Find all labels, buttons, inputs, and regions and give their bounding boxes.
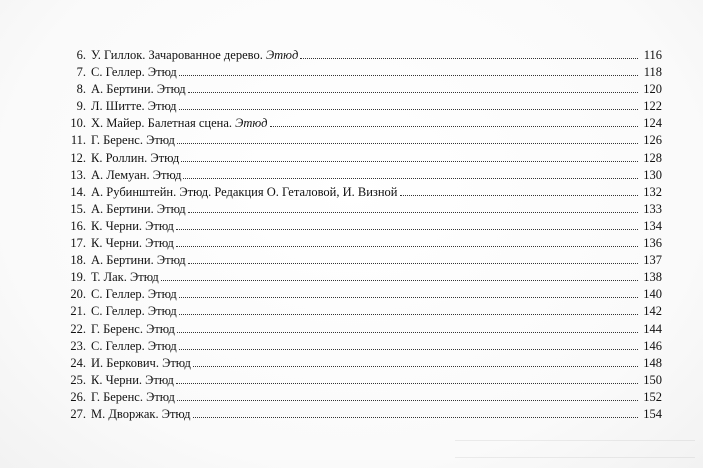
toc-entry (62, 201, 662, 218)
table-of-contents (62, 47, 662, 423)
dot-leader (176, 245, 638, 247)
entry-page-number: 128 (643, 150, 662, 165)
entry-title: А. Рубинштейн. Этюд. Редакция О. Геталовой, И. Визной (91, 184, 398, 199)
entry-title: А. Лемуан. Этюд (91, 167, 182, 182)
toc-entry (62, 167, 662, 184)
toc-entry (62, 47, 662, 64)
toc-entry (62, 132, 662, 149)
entry-page-number: 142 (643, 304, 662, 319)
toc-entry (62, 286, 662, 303)
toc-entry (62, 115, 662, 132)
entry-number: 27. (70, 406, 86, 421)
entry-title: С. Геллер. Этюд (91, 65, 177, 80)
entry-number: 22. (70, 321, 86, 336)
toc-entry (62, 98, 662, 115)
toc-entry (62, 252, 662, 269)
entry-page-number: 152 (643, 389, 662, 404)
entry-number: 15. (70, 201, 86, 216)
toc-entry (62, 372, 662, 389)
dot-leader (177, 399, 638, 401)
dot-leader (179, 296, 638, 298)
dot-leader (179, 74, 638, 76)
entry-number: 23. (70, 338, 86, 353)
entry-title-italic: Этюд (235, 116, 268, 131)
entry-title: С. Геллер. Этюд (91, 304, 177, 319)
entry-title: Л. Шитте. Этюд (91, 99, 177, 114)
entry-title: К. Черни. Этюд (91, 218, 174, 233)
entry-title: С. Геллер. Этюд (91, 338, 177, 353)
entry-number: 16. (70, 218, 86, 233)
dot-leader (161, 279, 638, 281)
toc-entry (62, 64, 662, 81)
entry-number: 8. (76, 82, 86, 97)
dot-leader (300, 57, 638, 59)
entry-page-number: 116 (643, 48, 662, 62)
entry-title: С. Геллер. Этюд (91, 287, 177, 302)
toc-entry (62, 355, 662, 372)
dot-leader (179, 313, 638, 315)
toc-entry (62, 406, 662, 423)
entry-number: 24. (70, 355, 86, 370)
dot-leader (177, 142, 638, 144)
entry-page-number: 134 (643, 218, 662, 233)
dot-leader (400, 194, 639, 196)
entry-title: А. Бертини. Этюд (91, 253, 186, 268)
entry-page-number: 148 (643, 355, 662, 370)
dot-leader (188, 211, 638, 213)
dot-leader (177, 331, 638, 333)
entry-number: 20. (70, 287, 86, 302)
entry-page-number: 120 (643, 82, 662, 97)
entry-page-number: 150 (643, 372, 662, 387)
dot-leader (181, 160, 638, 162)
entry-page-number: 136 (643, 236, 662, 251)
entry-number: 25. (70, 372, 86, 387)
toc-entry (62, 338, 662, 355)
dot-leader (270, 125, 638, 127)
toc-entry (62, 218, 662, 235)
entry-title: А. Бертини. Этюд (91, 82, 186, 97)
dot-leader (193, 416, 639, 418)
entry-number: 21. (70, 304, 86, 319)
entry-page-number: 133 (643, 201, 662, 216)
toc-entry (62, 150, 662, 167)
dot-leader (188, 91, 638, 93)
entry-number: 19. (70, 270, 86, 285)
entry-number: 11. (70, 133, 86, 148)
entry-title: Т. Лак. Этюд (91, 270, 159, 285)
dot-leader (193, 365, 638, 367)
entry-number: 12. (70, 150, 86, 165)
entry-page-number: 144 (643, 321, 662, 336)
entry-title: Х. Майер. Балетная сцена. Этюд (91, 116, 268, 131)
entry-page-number: 140 (643, 287, 662, 302)
entry-title: Г. Беренс. Этюд (91, 389, 175, 404)
entry-title: К. Роллин. Этюд (91, 150, 180, 165)
toc-entry (62, 184, 662, 201)
entry-number: 6. (76, 48, 86, 62)
dot-leader (176, 228, 638, 230)
entry-title: Г. Беренс. Этюд (91, 133, 175, 148)
dot-leader (179, 348, 638, 350)
entry-page-number: 132 (643, 184, 662, 199)
entry-number: 18. (70, 253, 86, 268)
entry-title-italic: Этюд (265, 48, 299, 62)
entry-page-number: 118 (643, 65, 662, 80)
toc-entry (62, 235, 662, 252)
entry-title: А. Бертини. Этюд (91, 201, 186, 216)
entry-number: 10. (70, 116, 86, 131)
dot-leader (179, 108, 638, 110)
toc-entry (62, 389, 662, 406)
entry-title: К. Черни. Этюд (91, 236, 174, 251)
entry-page-number: 146 (643, 338, 662, 353)
toc-entry (62, 321, 662, 338)
entry-number: 14. (70, 184, 86, 199)
dot-leader (188, 262, 638, 264)
entry-number: 7. (76, 65, 86, 80)
toc-entry (62, 269, 662, 286)
toc-entry (62, 81, 662, 98)
entry-page-number: 137 (643, 253, 662, 268)
toc-entry (62, 303, 662, 320)
entry-number: 9. (76, 99, 86, 114)
entry-title: М. Дворжак. Этюд (91, 406, 191, 421)
entry-title: И. Беркович. Этюд (91, 355, 191, 370)
dot-leader (183, 177, 638, 179)
entry-number: 13. (70, 167, 86, 182)
entry-title: У. Гиллок. Зачарованное дерево. Этюд (91, 48, 299, 62)
entry-number: 26. (70, 389, 86, 404)
entry-page-number: 138 (643, 270, 662, 285)
entry-title: К. Черни. Этюд (91, 372, 174, 387)
entry-page-number: 124 (643, 116, 662, 131)
dot-leader (176, 382, 638, 384)
entry-title: Г. Беренс. Этюд (91, 321, 175, 336)
entry-page-number: 126 (643, 133, 662, 148)
entry-page-number: 130 (643, 167, 662, 182)
entry-page-number: 122 (643, 99, 662, 114)
bleed-through-text (455, 430, 695, 466)
entry-number: 17. (70, 236, 86, 251)
entry-page-number: 154 (643, 406, 662, 421)
